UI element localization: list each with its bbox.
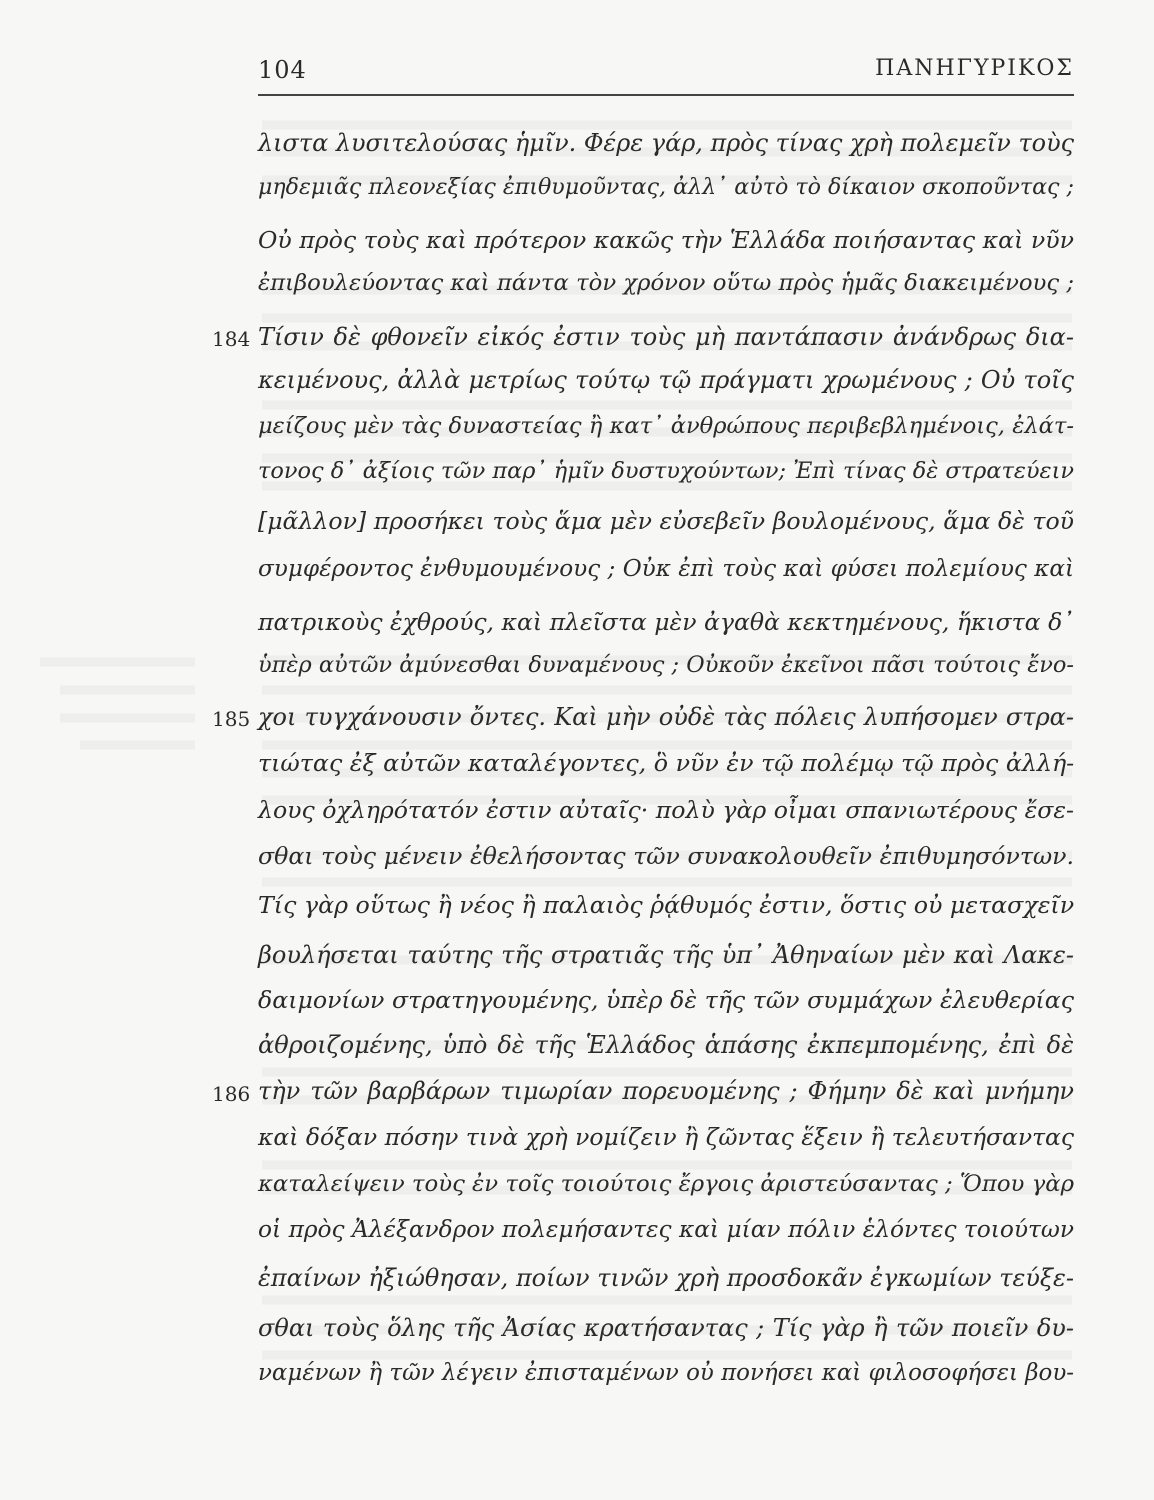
section-number: 185 [212,707,251,731]
text-line: ἐπιβουλεύοντας καὶ πάντα τὸν χρόνον οὕτω πρὸς ἡμᾶς διακειμένους ; [258,270,1074,296]
text-line: Τίς γὰρ οὕτως ἢ νέος ἢ παλαιὸς ῥᾴθυμός ἐστιν, ὅστις οὐ μετασχεῖν [258,891,1075,919]
text-line: ἀθροιζομένης, ὑπὸ δὲ τῆς Ἑλλάδος ἁπάσης ἐκπεμπομένης, ἐπὶ δὲ [258,1031,1074,1059]
text-line: τιώτας ἐξ αὐτῶν καταλέγοντες, ὃ νῦν ἐν τῷ πολέμῳ τῷ πρὸς ἀλλή- [258,749,1075,777]
section-number: 184 [212,327,251,351]
text-line: λους ὀχληρότατόν ἐστιν αὐταῖς· πολὺ γὰρ οἶμαι σπανιωτέρους ἔσε- [258,796,1074,824]
text-line: δαιμονίων στρατηγουμένης, ὑπὲρ δὲ τῆς τῶν συμμάχων ἐλευθερίας [258,986,1074,1014]
text-line: τονος δ᾽ ἀξίοις τῶν παρ᾽ ἡμῖν δυστυχούντων; Ἐπὶ τίνας δὲ στρατεύειν [258,458,1074,484]
running-title: ΠΑΝΗΓΥΡΙΚΟΣ [875,56,1074,81]
text-line: πατρικοὺς ἐχθρούς, καὶ πλεῖστα μὲν ἀγαθὰ κεκτημένους, ἥκιστα δ᾽ [258,608,1074,636]
text-line: ὑπὲρ αὐτῶν ἀμύνεσθαι δυναμένους ; Οὐκοῦν ἐκεῖνοι πᾶσι τούτοις ἔνο- [258,652,1074,678]
page-header [258,56,1074,96]
text-line: ναμένων ἢ τῶν λέγειν ἐπισταμένων οὐ πονήσει καὶ φιλοσοφήσει βου- [258,1360,1074,1386]
section-number: 186 [212,1082,251,1106]
text-line: λιστα λυσιτελούσας ἡμῖν. Φέρε γάρ, πρὸς τίνας χρὴ πολεμεῖν τοὺς [258,129,1074,157]
text-line: ἐπαίνων ἠξιώθησαν, ποίων τινῶν χρὴ προσδοκᾶν ἐγκωμίων τεύξε- [258,1264,1074,1292]
text-line: Τίσιν δὲ φθονεῖν εἰκός ἐστιν τοὺς μὴ παντάπασιν ἀνάνδρως δια- [258,323,1074,351]
page-number: 104 [258,56,307,84]
text-line: μηδεμιᾶς πλεονεξίας ἐπιθυμοῦντας, ἀλλ᾽ αὐτὸ τὸ δίκαιον σκοποῦντας ; [258,174,1074,200]
text-line: σθαι τοὺς μένειν ἐθελήσοντας τῶν συνακολουθεῖν ἐπιθυμησόντων. [258,842,1074,870]
text-line: καὶ δόξαν πόσην τινὰ χρὴ νομίζειν ἢ ζῶντας ἕξειν ἢ τελευτήσαντας [258,1123,1074,1151]
header-rule [258,94,1074,96]
text-line: μείζους μὲν τὰς δυναστείας ἢ κατ᾽ ἀνθρώπους περιβεβλημένοις, ἐλάτ- [258,413,1074,439]
text-line: [μᾶλλον] προσήκει τοὺς ἅμα μὲν εὐσεβεῖν βουλομένους, ἅμα δὲ τοῦ [258,507,1074,535]
text-line: βουλήσεται ταύτης τῆς στρατιᾶς τῆς ὑπ᾽ Ἀθηναίων μὲν καὶ Λακε- [258,941,1074,969]
text-line: καταλείψειν τοὺς ἐν τοῖς τοιούτοις ἔργοις ἀριστεύσαντας ; Ὅπου γὰρ [258,1171,1074,1197]
text-line: κειμένους, ἀλλὰ μετρίως τούτῳ τῷ πράγματι χρωμένους ; Οὐ τοῖς [258,366,1074,394]
text-line: σθαι τοὺς ὅλης τῆς Ἀσίας κρατήσαντας ; Τίς γὰρ ἢ τῶν ποιεῖν δυ- [258,1314,1074,1342]
text-line: οἱ πρὸς Ἀλέξανδρον πολεμήσαντες καὶ μίαν πόλιν ἑλόντες τοιούτων [258,1216,1074,1243]
text-line: συμφέροντος ἐνθυμουμένους ; Οὐκ ἐπὶ τοὺς καὶ φύσει πολεμίους καὶ [258,556,1075,582]
text-line: χοι τυγχάνουσιν ὄντες. Καὶ μὴν οὐδὲ τὰς πόλεις λυπήσομεν στρα- [258,703,1074,731]
text-line: Οὐ πρὸς τοὺς καὶ πρότερον κακῶς τὴν Ἑλλάδα ποιήσαντας καὶ νῦν [258,226,1074,254]
text-line: τὴν τῶν βαρβάρων τιμωρίαν πορευομένης ; Φήμην δὲ καὶ μνήμην [258,1077,1074,1105]
